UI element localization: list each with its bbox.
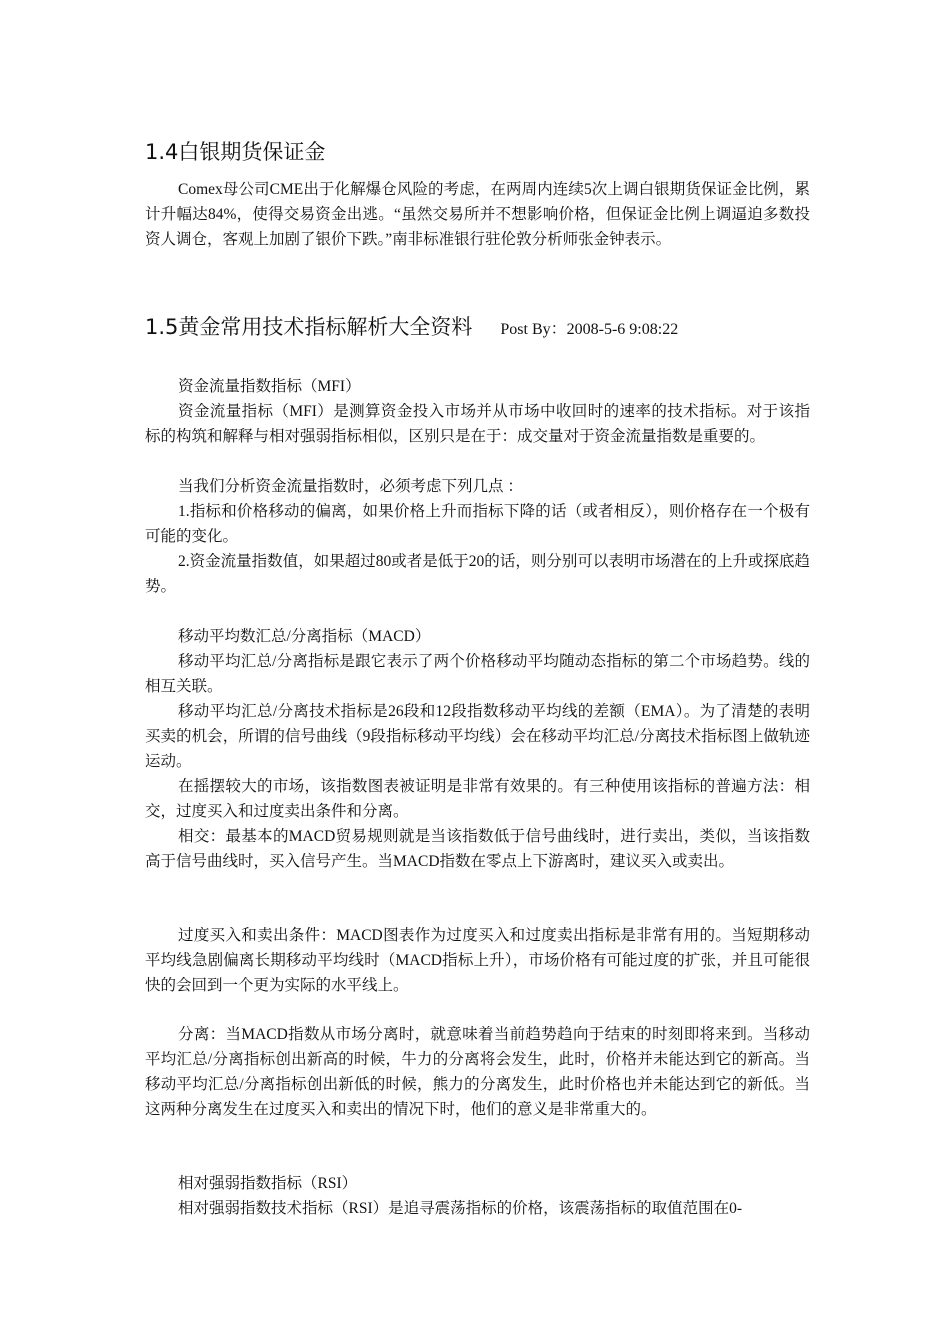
paragraph: 移动平均汇总/分离指标是跟它表示了两个价格移动平均随动态指标的第二个市场趋势。线的相互关联。 bbox=[145, 653, 810, 695]
paragraph: 相对强弱指数技术指标（RSI）是追寻震荡指标的价格，该震荡指标的取值范围在0- bbox=[178, 1200, 743, 1217]
paragraph: 过度买入和卖出条件：MACD图表作为过度买入和过度卖出指标是非常有用的。当短期移动平均线急剧偏离长期移动平均线时（MACD指标上升），市场价格有可能过度的扩张，并且可能很快的会回到一个更为实际的水平线上。 bbox=[145, 927, 810, 994]
section-title: 1.5黄金常用技术指标解析大全资料 bbox=[145, 315, 473, 339]
paragraph: 1.指标和价格移动的偏离，如果价格上升而指标下降的话（或者相反），则价格存在一个极有可能的变化。 bbox=[145, 503, 810, 545]
subsection-title-rsi: 相对强弱指数指标（RSI） bbox=[178, 1175, 358, 1192]
section-heading-1-4 bbox=[145, 139, 810, 165]
post-timestamp: Post By：2008-5-6 9:08:22 bbox=[500, 321, 679, 338]
subsection-title-mfi: 资金流量指数指标（MFI） bbox=[178, 378, 361, 395]
paragraph: 当我们分析资金流量指数时，必须考虑下列几点 ： bbox=[178, 478, 523, 495]
section-heading-1-5 bbox=[145, 314, 810, 343]
paragraph: 分离：当MACD指数从市场分离时，就意味着当前趋势趋向于结束的时刻即将来到。当移动平均汇总/分离指标创出新高的时候，牛力的分离将会发生，此时，价格并未能达到它的新高。当移动平均汇总/分离指标创出新低的时候，熊力的分离发生，此时价格也并未能达到它的新低。当这两种分离发生在过度买入和卖出的情况下时，他们的意义是非常重大的。 bbox=[145, 1026, 810, 1118]
paragraph: Comex母公司CME出于化解爆仓风险的考虑，在两周内连续5次上调白银期货保证金比例，累计升幅达84%，使得交易资金出逃。“虽然交易所并不想影响价格，但保证金比例上调逼迫多数投资人调仓，客观上加剧了银价下跌。”南非标准银行驻伦敦分析师张金钟表示。 bbox=[145, 181, 810, 248]
paragraph: 资金流量指标（MFI）是测算资金投入市场并从市场中收回时的速率的技术指标。对于该指标的构筑和解释与相对强弱指标相似，区别只是在于：成交量对于资金流量指数是重要的。 bbox=[145, 403, 810, 445]
paragraph: 移动平均汇总/分离技术指标是26段和12段指数移动平均线的差额（EMA）。为了清楚的表明买卖的机会，所谓的信号曲线（9段指标移动平均线）会在移动平均汇总/分离技术指标图上做轨迹运动。 bbox=[145, 703, 810, 770]
paragraph: 相交：最基本的MACD贸易规则就是当该指数低于信号曲线时，进行卖出，类似，当该指数高于信号曲线时，买入信号产生。当MACD指数在零点上下游离时，建议买入或卖出。 bbox=[145, 828, 810, 870]
section-title: 1.4白银期货保证金 bbox=[145, 140, 326, 164]
paragraph: 在摇摆较大的市场，该指数图表被证明是非常有效果的。有三种使用该指标的普遍方法：相交，过度买入和过度卖出条件和分离。 bbox=[145, 778, 810, 820]
subsection-title-macd: 移动平均数汇总/分离指标（MACD） bbox=[178, 628, 431, 645]
paragraph: 2.资金流量指数值，如果超过80或者是低于20的话，则分别可以表明市场潜在的上升或探底趋势。 bbox=[145, 553, 810, 595]
